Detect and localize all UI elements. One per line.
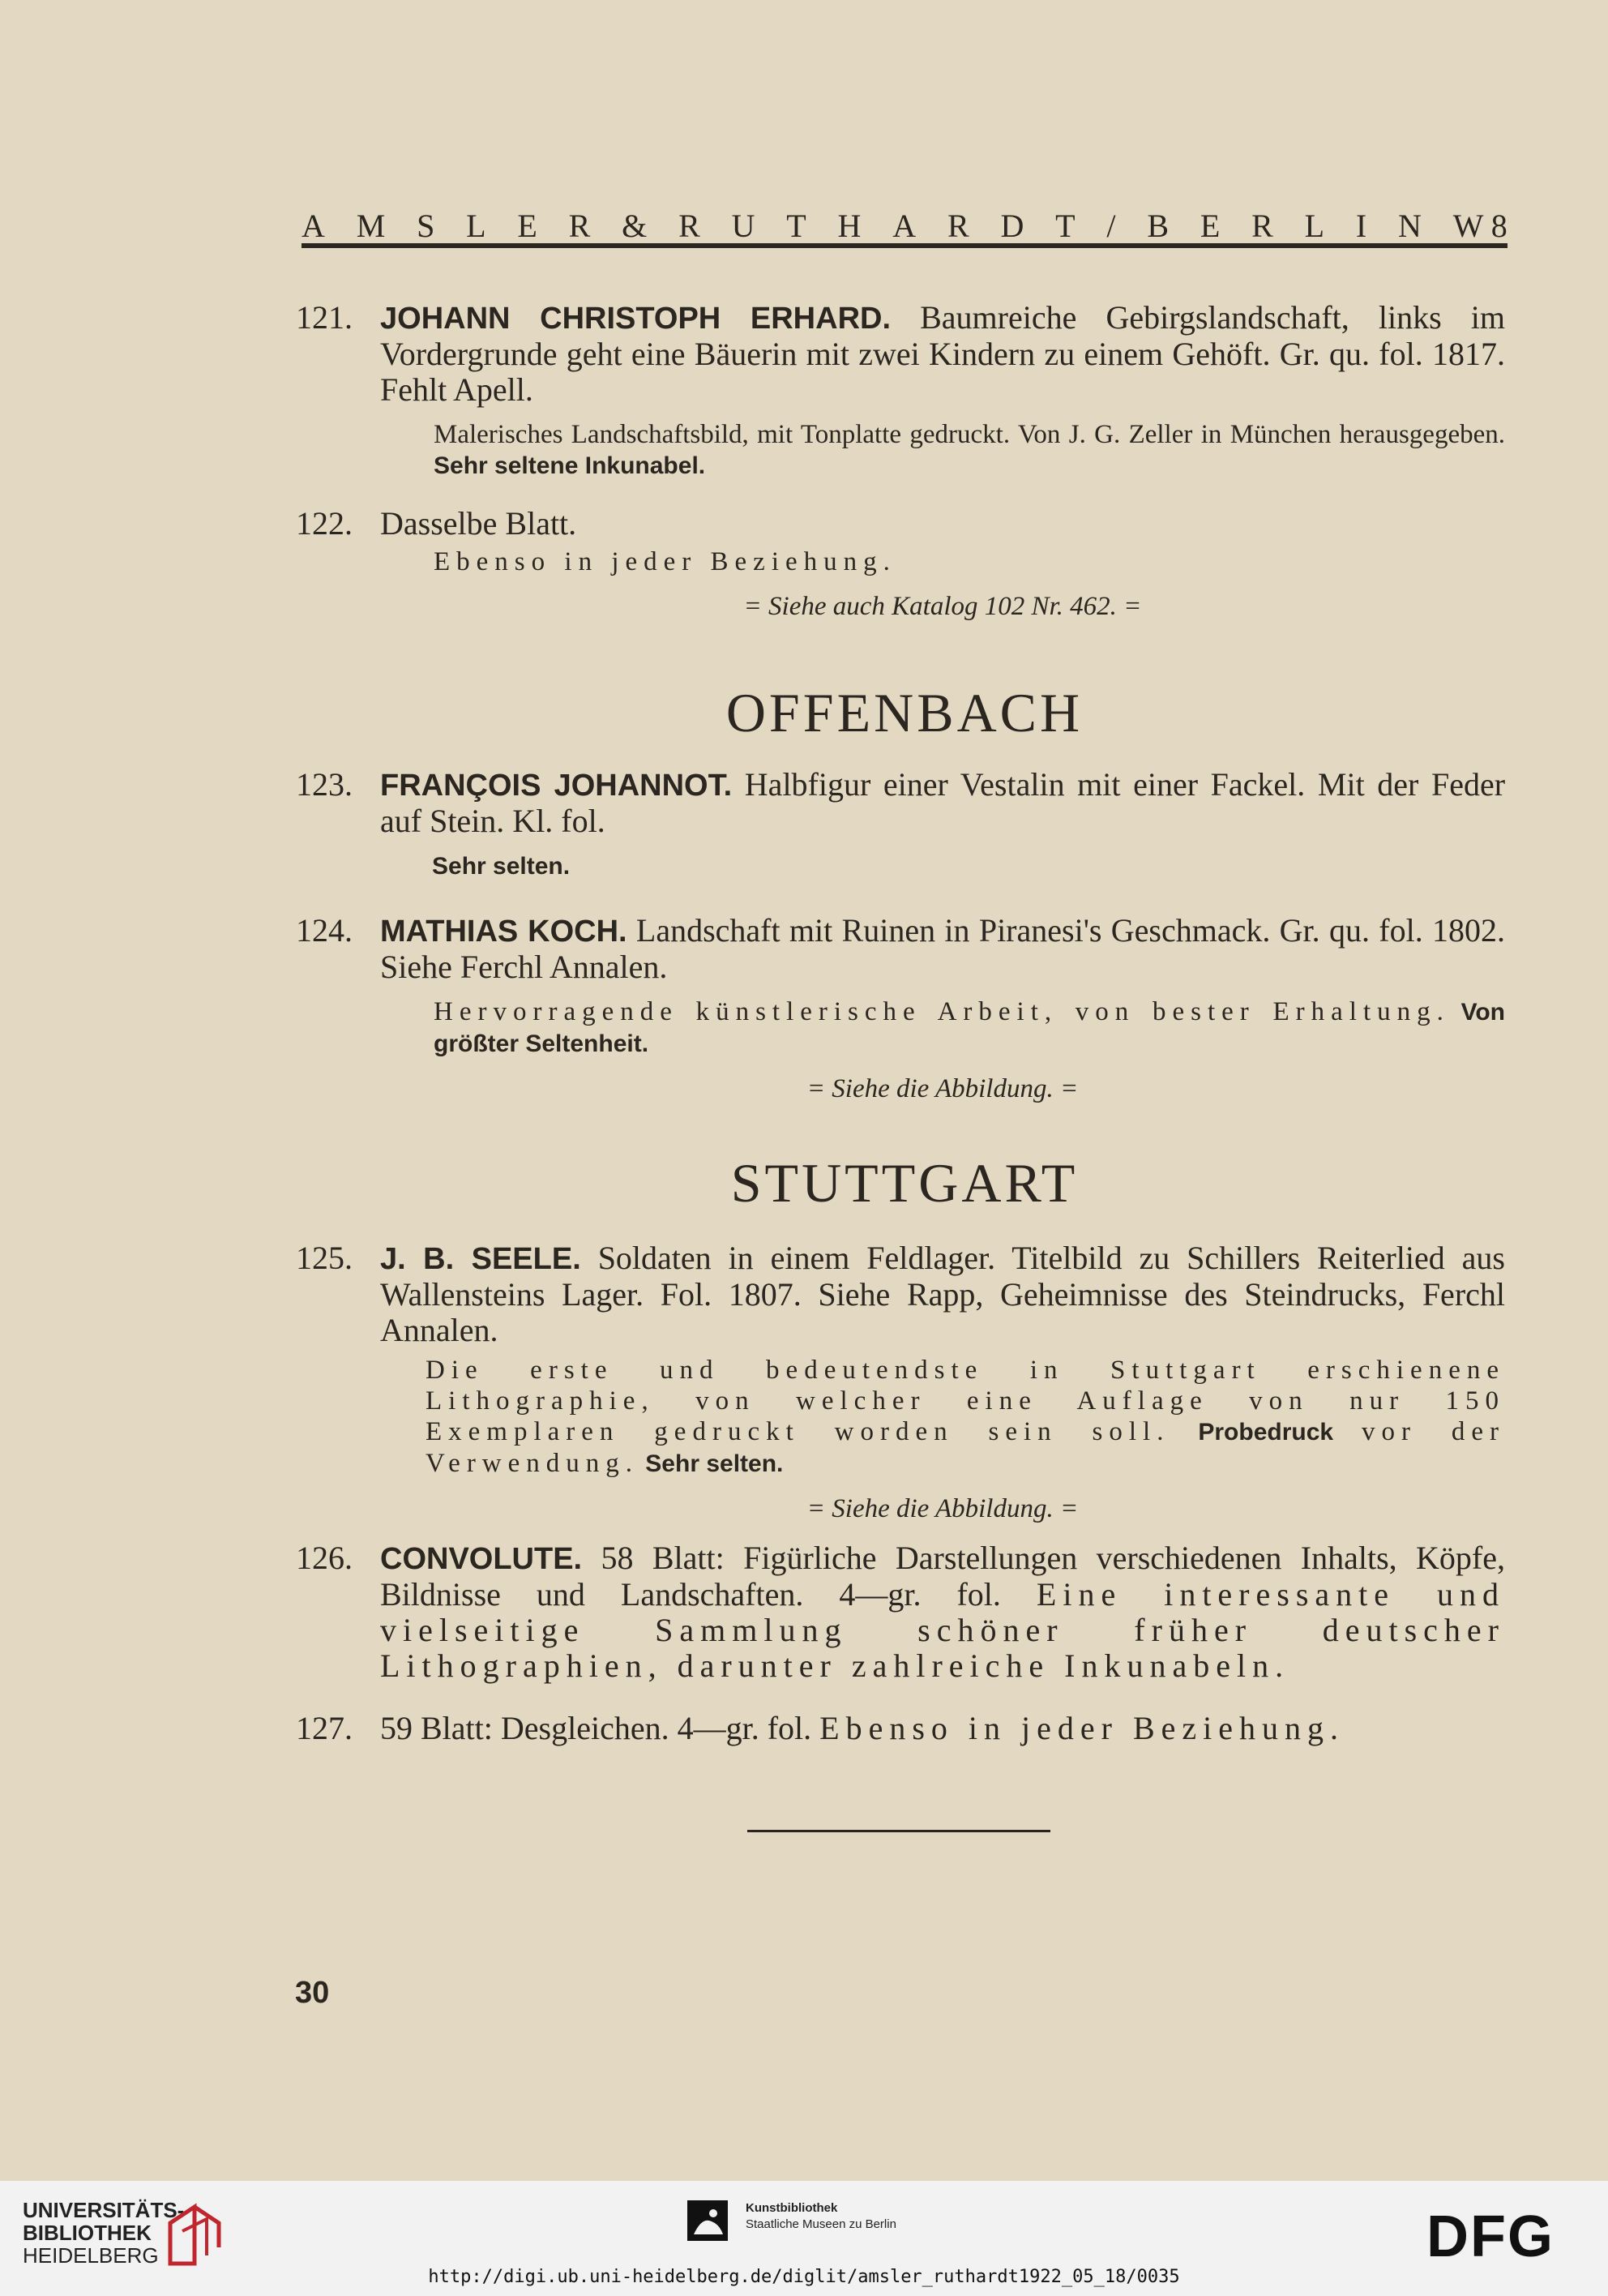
section-heading-offenbach: OFFENBACH xyxy=(725,682,1084,743)
header-letter: T xyxy=(1055,208,1076,244)
note-text: Die erste und bedeutendste in Stuttgart erschienene Lithographie, von welcher eine Auflage von nur 150 Exemplaren gedruckt worden sein soll. xyxy=(426,1356,1505,1446)
end-rule xyxy=(747,1830,1050,1832)
entry-description: Dasselbe Blatt. xyxy=(380,505,577,542)
header-letter: A xyxy=(892,208,917,244)
header-letter: L xyxy=(1304,208,1325,244)
header-letter: & xyxy=(622,208,648,244)
note-text: vor der Verwendung. xyxy=(426,1417,1505,1478)
entry-122 xyxy=(296,506,1505,624)
header-rule xyxy=(302,243,1508,248)
note-emphasis: Sehr seltene Inkunabel. xyxy=(434,452,706,479)
entry-note xyxy=(434,996,1505,1060)
header-letter: S xyxy=(417,208,435,244)
catalog-reference: = Siehe auch Katalog 102 Nr. 462. = xyxy=(743,592,1142,621)
entry-note xyxy=(432,850,1505,882)
entry-number: 126. xyxy=(296,1540,353,1576)
entry-number: 124. xyxy=(296,912,353,949)
entry-artist: JOHANN CHRISTOPH ERHARD. xyxy=(380,302,892,336)
page-number: 30 xyxy=(295,1976,330,2010)
kb-line-2: Staatliche Museen zu Berlin xyxy=(746,2217,896,2231)
running-header xyxy=(302,207,1508,245)
entry-description: 59 Blatt: Desgleichen. 4—gr. fol. xyxy=(380,1710,812,1746)
header-letter: N xyxy=(1397,208,1422,244)
header-letter: A xyxy=(302,208,325,244)
header-letter: / xyxy=(1106,208,1116,244)
ub-heidelberg-label xyxy=(23,2199,184,2267)
entry-note xyxy=(426,1355,1505,1480)
header-letter: H xyxy=(837,208,862,244)
header-letter: R xyxy=(568,208,591,244)
entry-description: Soldaten in einem Feldlager. Titelbild zu Schillers Reiterlied aus Wallensteins Lager. Fol. 1807. Siehe Rapp, Geheimnisse des Steindrucks, Ferchl Annalen. xyxy=(380,1240,1505,1348)
note-text: Malerisches Landschaftsbild, mit Tonplatte gedruckt. Von J. G. Zeller in München herausgegeben. xyxy=(434,420,1505,449)
kunstbibliothek-logo-icon xyxy=(687,2200,728,2241)
figure-reference: = Siehe die Abbildung. = xyxy=(806,1074,1079,1103)
ub-heidelberg-logo-icon xyxy=(162,2199,227,2272)
entry-number: 122. xyxy=(296,505,353,542)
entry-artist: CONVOLUTE. xyxy=(380,1542,583,1576)
header-letter: D xyxy=(1000,208,1024,244)
header-letter: M xyxy=(356,208,386,244)
figure-reference: = Siehe die Abbildung. = xyxy=(806,1494,1079,1523)
kb-line-1: Kunstbibliothek xyxy=(746,2201,838,2215)
header-letter: W 8 xyxy=(1452,208,1508,244)
entry-125 xyxy=(296,1240,1505,1527)
header-letter: R xyxy=(947,208,969,244)
entry-121 xyxy=(296,300,1505,482)
entry-artist: FRANÇOIS JOHANNOT. xyxy=(380,769,733,803)
header-letter: T xyxy=(786,208,806,244)
ub-line-1: UNIVERSITÄTS- xyxy=(23,2198,185,2222)
entry-note: Ebenso in jeder Beziehung. xyxy=(434,547,896,576)
section-heading-stuttgart: STUTTGART xyxy=(730,1152,1079,1214)
entry-127 xyxy=(296,1711,1505,1746)
entry-description: Baumreiche Gebirgslandschaft, links im Vordergrunde geht eine Bäuerin mit zwei Kindern zu einem Gehöft. Gr. qu. fol. 1817. Fehlt Apell. xyxy=(380,299,1505,408)
entry-description: 58 Blatt: Figürliche Darstellungen verschiedenen Inhalts, Köpfe, Bildnisse und Landschaften. 4—gr. fol. xyxy=(380,1540,1505,1613)
entry-description-spaced: Eine interessante und vielseitige Sammlung schöner früher deutscher Lithographien, darunter zahlreiche Inkunabeln. xyxy=(380,1576,1506,1684)
header-letter: I xyxy=(1355,208,1367,244)
note-emphasis: Probedruck xyxy=(1198,1419,1334,1446)
note-emphasis: Sehr selten. xyxy=(432,853,571,880)
note-emphasis: Sehr selten. xyxy=(645,1450,784,1477)
source-url[interactable]: http://digi.ub.uni-heidelberg.de/diglit/amsler_ruthardt1922_05_18/0035 xyxy=(428,2267,1180,2287)
header-letter: E xyxy=(1200,208,1221,244)
header-letter: R xyxy=(1251,208,1273,244)
header-letter: U xyxy=(731,208,755,244)
entry-number: 121. xyxy=(296,299,353,336)
entry-126 xyxy=(296,1540,1505,1684)
entry-number: 127. xyxy=(296,1710,353,1746)
header-letter: B xyxy=(1147,208,1170,244)
entry-description-spaced: Ebenso in jeder Beziehung. xyxy=(819,1710,1345,1746)
entry-123 xyxy=(296,767,1505,882)
header-letter: R xyxy=(678,208,700,244)
entry-artist: MATHIAS KOCH. xyxy=(380,915,627,949)
note-emphasis: Von größter Seltenheit. xyxy=(434,999,1506,1057)
entry-number: 123. xyxy=(296,766,353,803)
entry-124 xyxy=(296,913,1505,1107)
entry-number: 125. xyxy=(296,1240,353,1276)
header-letter: E xyxy=(517,208,537,244)
ub-line-3: HEIDELBERG xyxy=(23,2243,159,2268)
entry-description: Landschaft mit Ruinen in Piranesi's Geschmack. Gr. qu. fol. 1802. Siehe Ferchl Annalen. xyxy=(380,912,1506,985)
entry-artist: J. B. SEELE. xyxy=(380,1242,581,1276)
entry-description: Halbfigur einer Vestalin mit einer Fackel. Mit der Feder auf Stein. Kl. fol. xyxy=(380,766,1506,839)
dfg-logo: DFG xyxy=(1426,2204,1555,2269)
note-text: Hervorragende künstlerische Arbeit, von bester Erhaltung. xyxy=(434,997,1450,1026)
kunstbibliothek-label xyxy=(746,2200,896,2233)
entry-note xyxy=(434,419,1505,482)
header-letter: L xyxy=(466,208,486,244)
ub-line-2: BIBLIOTHEK xyxy=(23,2221,152,2245)
